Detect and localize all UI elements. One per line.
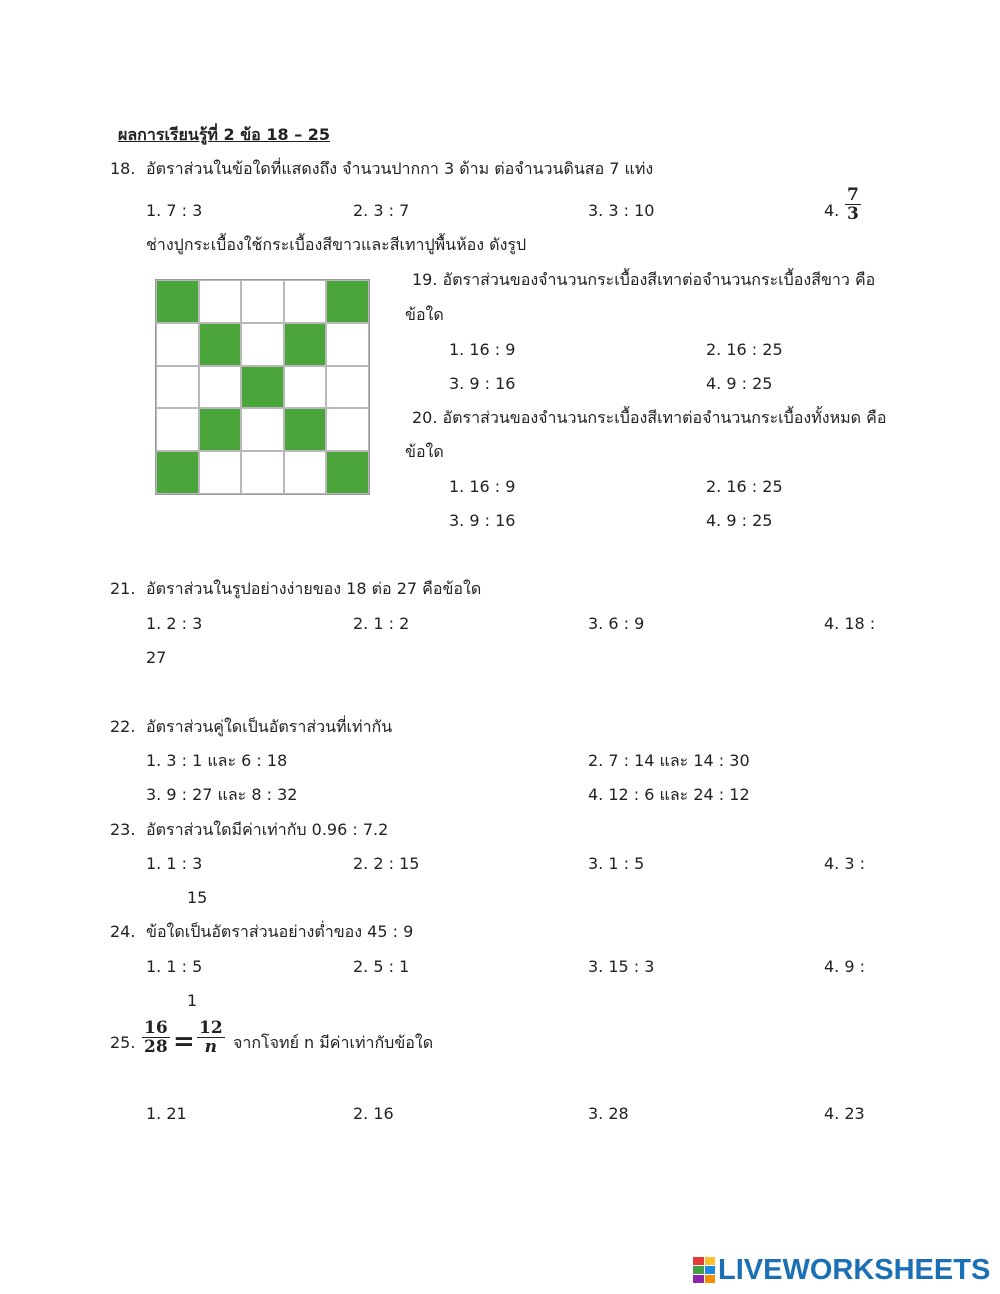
q19-text-wrap: ข้อใด <box>405 305 444 324</box>
logo-mark-square <box>693 1275 704 1283</box>
section-heading: ผลการเรียนรู้ที่ 2 ข้อ 18 – 25 <box>118 125 331 144</box>
q18-choice-2[interactable]: 2. 3 : 7 <box>353 201 410 220</box>
q22-choice-1[interactable]: 1. 3 : 1 และ 6 : 18 <box>146 751 288 770</box>
q25-right-denominator: n <box>197 1037 225 1056</box>
q18-choice-3[interactable]: 3. 3 : 10 <box>588 201 655 220</box>
q21-choice-4[interactable]: 4. 18 : <box>824 614 876 633</box>
q24-choice-4[interactable]: 4. 9 : <box>824 957 866 976</box>
tile-white <box>156 408 199 451</box>
q20-choice-3[interactable]: 3. 9 : 16 <box>449 511 516 530</box>
tile-pattern-figure <box>155 279 370 495</box>
tile-white <box>241 280 284 323</box>
q19-choice-2[interactable]: 2. 16 : 25 <box>706 340 783 359</box>
q20-choice-2[interactable]: 2. 16 : 25 <box>706 477 783 496</box>
q25-choice-1[interactable]: 1. 21 <box>146 1104 187 1123</box>
logo-mark-square <box>693 1257 704 1265</box>
tile-white <box>156 366 199 409</box>
tile-white <box>156 323 199 366</box>
tile-green <box>284 323 327 366</box>
q21-number: 21. <box>110 579 136 598</box>
q25-left-denominator: 28 <box>144 1037 168 1057</box>
q25-number: 25. <box>110 1033 136 1052</box>
q21-choice-1[interactable]: 1. 2 : 3 <box>146 614 203 633</box>
q20-text: 20. อัตราส่วนของจำนวนกระเบื้องสีเทาต่อจำนวนกระเบื้องทั้งหมด คือ <box>412 408 887 427</box>
q25-choice-2[interactable]: 2. 16 <box>353 1104 394 1123</box>
tile-white <box>241 408 284 451</box>
q18-choice-1[interactable]: 1. 7 : 3 <box>146 201 203 220</box>
q23-number: 23. <box>110 820 136 839</box>
tile-white <box>199 451 242 494</box>
tile-green <box>241 366 284 409</box>
tile-green <box>156 280 199 323</box>
q24-choice-1[interactable]: 1. 1 : 5 <box>146 957 203 976</box>
liveworksheets-logo-text: LIVEWORKSHEETS <box>718 1254 991 1286</box>
q21-choice-3[interactable]: 3. 6 : 9 <box>588 614 645 633</box>
tile-white <box>241 323 284 366</box>
tile-green <box>199 323 242 366</box>
q19-choice-4[interactable]: 4. 9 : 25 <box>706 374 773 393</box>
tile-white <box>326 323 369 366</box>
q25-equals-sign: = <box>173 1027 195 1057</box>
liveworksheets-logo[interactable] <box>693 1255 990 1285</box>
q23-text: อัตราส่วนใดมีค่าเท่ากับ 0.96 : 7.2 <box>146 820 389 839</box>
q18-fraction-numerator: 7 <box>847 185 859 205</box>
tile-green <box>326 280 369 323</box>
tile-white <box>284 451 327 494</box>
tile-white <box>199 366 242 409</box>
q25-fraction-right <box>197 1019 225 1056</box>
q22-text: อัตราส่วนคู่ใดเป็นอัตราส่วนที่เท่ากัน <box>146 717 393 736</box>
q25-right-numerator: 12 <box>199 1018 223 1038</box>
q18-fraction-denominator: 3 <box>847 204 859 224</box>
q24-choice-4-wrap: 1 <box>187 991 198 1010</box>
q22-choice-4[interactable]: 4. 12 : 6 และ 24 : 12 <box>588 785 750 804</box>
tile-intro-text: ช่างปูกระเบื้องใช้กระเบื้องสีขาวและสีเทาปูพื้นห้อง ดังรูป <box>146 235 527 254</box>
q22-number: 22. <box>110 717 136 736</box>
q24-choice-3[interactable]: 3. 15 : 3 <box>588 957 655 976</box>
q24-choice-2[interactable]: 2. 5 : 1 <box>353 957 410 976</box>
q25-text: จากโจทย์ n มีค่าเท่ากับข้อใด <box>233 1033 434 1052</box>
q19-choice-3[interactable]: 3. 9 : 16 <box>449 374 516 393</box>
q23-choice-4-wrap: 15 <box>187 888 208 907</box>
tile-green <box>284 408 327 451</box>
q23-choice-2[interactable]: 2. 2 : 15 <box>353 854 420 873</box>
logo-mark-square <box>693 1266 704 1274</box>
q20-choice-4[interactable]: 4. 9 : 25 <box>706 511 773 530</box>
q18-text: อัตราส่วนในข้อใดที่แสดงถึง จำนวนปากกา 3 ด้าม ต่อจำนวนดินสอ 7 แท่ง <box>146 159 654 178</box>
tile-white <box>199 280 242 323</box>
tile-white <box>284 366 327 409</box>
q23-choice-3[interactable]: 3. 1 : 5 <box>588 854 645 873</box>
q24-text: ข้อใดเป็นอัตราส่วนอย่างต่ำของ 45 : 9 <box>146 922 414 941</box>
q25-choice-4[interactable]: 4. 23 <box>824 1104 865 1123</box>
q18-choice-4[interactable]: 4. <box>824 201 840 220</box>
tile-white <box>326 366 369 409</box>
q25-left-numerator: 16 <box>144 1018 168 1038</box>
q21-text: อัตราส่วนในรูปอย่างง่ายของ 18 ต่อ 27 คือข้อใด <box>146 579 482 598</box>
q20-text-wrap: ข้อใด <box>405 442 444 461</box>
q18-number: 18. <box>110 159 136 178</box>
tile-green <box>199 408 242 451</box>
q23-choice-4[interactable]: 4. 3 : <box>824 854 866 873</box>
tile-white <box>284 280 327 323</box>
q20-choice-1[interactable]: 1. 16 : 9 <box>449 477 516 496</box>
q19-choice-1[interactable]: 1. 16 : 9 <box>449 340 516 359</box>
liveworksheets-logo-icon <box>693 1257 715 1283</box>
logo-mark-square <box>705 1275 716 1283</box>
q21-choice-4-wrap: 27 <box>146 648 167 667</box>
tile-white <box>241 451 284 494</box>
tile-green <box>326 451 369 494</box>
tile-green <box>156 451 199 494</box>
q25-choice-3[interactable]: 3. 28 <box>588 1104 629 1123</box>
q24-number: 24. <box>110 922 136 941</box>
logo-mark-square <box>705 1257 716 1265</box>
tile-white <box>326 408 369 451</box>
logo-mark-square <box>705 1266 716 1274</box>
q19-text: 19. อัตราส่วนของจำนวนกระเบื้องสีเทาต่อจำนวนกระเบื้องสีขาว คือ <box>412 270 876 289</box>
q22-choice-2[interactable]: 2. 7 : 14 และ 14 : 30 <box>588 751 750 770</box>
q18-choice-4-fraction <box>845 186 861 223</box>
q22-choice-3[interactable]: 3. 9 : 27 และ 8 : 32 <box>146 785 298 804</box>
q23-choice-1[interactable]: 1. 1 : 3 <box>146 854 203 873</box>
q25-fraction-left <box>142 1019 170 1056</box>
q21-choice-2[interactable]: 2. 1 : 2 <box>353 614 410 633</box>
